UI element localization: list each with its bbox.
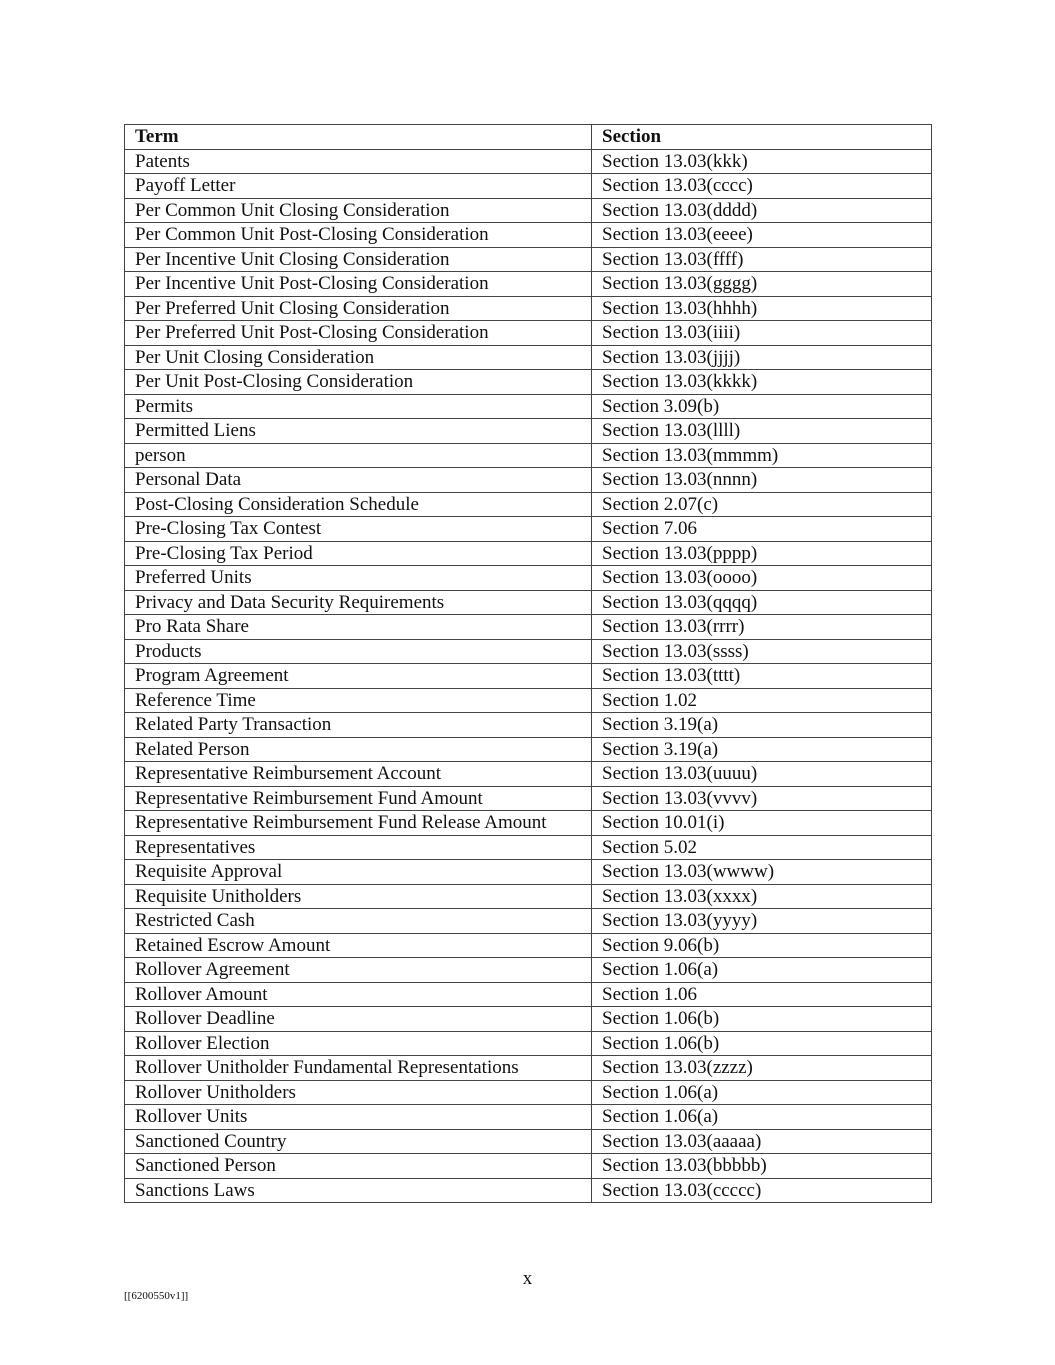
header-row	[125, 125, 932, 150]
term-cell: Per Unit Closing Consideration	[125, 345, 592, 370]
table-row	[125, 1031, 932, 1056]
term-cell: Per Common Unit Post-Closing Consideration	[125, 223, 592, 248]
section-cell: Section 13.03(mmmm)	[592, 443, 932, 468]
table-row	[125, 1080, 932, 1105]
term-cell: Rollover Unitholder Fundamental Representations	[125, 1056, 592, 1081]
term-cell: Requisite Unitholders	[125, 884, 592, 909]
document-id: [[6200550v1]]	[124, 1290, 189, 1302]
table-row	[125, 639, 932, 664]
table-row	[125, 468, 932, 493]
term-cell: Sanctions Laws	[125, 1178, 592, 1203]
term-cell: Rollover Units	[125, 1105, 592, 1130]
section-cell: Section 1.02	[592, 688, 932, 713]
table-row	[125, 149, 932, 174]
table-body	[125, 149, 932, 1203]
section-cell: Section 13.03(wwww)	[592, 860, 932, 885]
column-header-section: Section	[592, 125, 932, 150]
table-row	[125, 664, 932, 689]
section-cell: Section 2.07(c)	[592, 492, 932, 517]
table-row	[125, 419, 932, 444]
section-cell: Section 13.03(pppp)	[592, 541, 932, 566]
term-cell: Rollover Agreement	[125, 958, 592, 983]
term-cell: Per Unit Post-Closing Consideration	[125, 370, 592, 395]
term-cell: Program Agreement	[125, 664, 592, 689]
term-cell: Rollover Amount	[125, 982, 592, 1007]
term-cell: Pre-Closing Tax Period	[125, 541, 592, 566]
table-row	[125, 541, 932, 566]
section-cell: Section 13.03(bbbbb)	[592, 1154, 932, 1179]
table-row	[125, 688, 932, 713]
section-cell: Section 5.02	[592, 835, 932, 860]
table-row	[125, 737, 932, 762]
term-cell: Related Person	[125, 737, 592, 762]
section-cell: Section 1.06(a)	[592, 1080, 932, 1105]
term-cell: Representative Reimbursement Account	[125, 762, 592, 787]
section-cell: Section 13.03(uuuu)	[592, 762, 932, 787]
term-cell: Rollover Deadline	[125, 1007, 592, 1032]
table-row	[125, 713, 932, 738]
term-cell: Reference Time	[125, 688, 592, 713]
section-cell: Section 3.19(a)	[592, 713, 932, 738]
term-cell: Representative Reimbursement Fund Amount	[125, 786, 592, 811]
table-row	[125, 909, 932, 934]
term-cell: Retained Escrow Amount	[125, 933, 592, 958]
section-cell: Section 13.03(qqqq)	[592, 590, 932, 615]
term-cell: Per Incentive Unit Post-Closing Consideration	[125, 272, 592, 297]
term-cell: Personal Data	[125, 468, 592, 493]
table-row	[125, 933, 932, 958]
term-cell: person	[125, 443, 592, 468]
term-cell: Permitted Liens	[125, 419, 592, 444]
table-row	[125, 517, 932, 542]
section-cell: Section 10.01(i)	[592, 811, 932, 836]
section-cell: Section 1.06(a)	[592, 958, 932, 983]
section-cell: Section 3.09(b)	[592, 394, 932, 419]
table-row	[125, 321, 932, 346]
table-row	[125, 835, 932, 860]
section-cell: Section 13.03(llll)	[592, 419, 932, 444]
term-cell: Restricted Cash	[125, 909, 592, 934]
section-cell: Section 13.03(eeee)	[592, 223, 932, 248]
term-cell: Rollover Unitholders	[125, 1080, 592, 1105]
term-cell: Per Preferred Unit Closing Consideration	[125, 296, 592, 321]
table-row	[125, 762, 932, 787]
section-cell: Section 13.03(hhhh)	[592, 296, 932, 321]
table-row	[125, 566, 932, 591]
table-header	[125, 125, 932, 150]
section-cell: Section 7.06	[592, 517, 932, 542]
section-cell: Section 13.03(kkkk)	[592, 370, 932, 395]
term-cell: Post-Closing Consideration Schedule	[125, 492, 592, 517]
table-row	[125, 811, 932, 836]
section-cell: Section 13.03(ffff)	[592, 247, 932, 272]
table-row	[125, 590, 932, 615]
section-cell: Section 13.03(aaaaa)	[592, 1129, 932, 1154]
page-number: x	[522, 1268, 533, 1289]
term-cell: Rollover Election	[125, 1031, 592, 1056]
table-row	[125, 1105, 932, 1130]
section-cell: Section 1.06(b)	[592, 1031, 932, 1056]
term-cell: Sanctioned Country	[125, 1129, 592, 1154]
section-cell: Section 13.03(vvvv)	[592, 786, 932, 811]
section-cell: Section 1.06	[592, 982, 932, 1007]
definitions-table	[124, 124, 932, 1203]
section-cell: Section 13.03(cccc)	[592, 174, 932, 199]
section-cell: Section 13.03(dddd)	[592, 198, 932, 223]
table-row	[125, 1129, 932, 1154]
term-cell: Preferred Units	[125, 566, 592, 591]
section-cell: Section 13.03(jjjj)	[592, 345, 932, 370]
section-cell: Section 13.03(yyyy)	[592, 909, 932, 934]
term-cell: Pre-Closing Tax Contest	[125, 517, 592, 542]
term-cell: Patents	[125, 149, 592, 174]
term-cell: Per Preferred Unit Post-Closing Consideration	[125, 321, 592, 346]
section-cell: Section 13.03(oooo)	[592, 566, 932, 591]
table-row	[125, 272, 932, 297]
term-cell: Related Party Transaction	[125, 713, 592, 738]
table-row	[125, 786, 932, 811]
section-cell: Section 13.03(gggg)	[592, 272, 932, 297]
table-row	[125, 223, 932, 248]
section-cell: Section 1.06(a)	[592, 1105, 932, 1130]
table-row	[125, 492, 932, 517]
table-row	[125, 615, 932, 640]
table-row	[125, 394, 932, 419]
table-row	[125, 958, 932, 983]
table-row	[125, 443, 932, 468]
section-cell: Section 13.03(ccccc)	[592, 1178, 932, 1203]
table-row	[125, 1178, 932, 1203]
section-cell: Section 13.03(zzzz)	[592, 1056, 932, 1081]
section-cell: Section 13.03(rrrr)	[592, 615, 932, 640]
table-row	[125, 884, 932, 909]
table-row	[125, 370, 932, 395]
section-cell: Section 9.06(b)	[592, 933, 932, 958]
term-cell: Representative Reimbursement Fund Release Amount	[125, 811, 592, 836]
section-cell: Section 13.03(ssss)	[592, 639, 932, 664]
section-cell: Section 13.03(xxxx)	[592, 884, 932, 909]
term-cell: Permits	[125, 394, 592, 419]
column-header-term: Term	[125, 125, 592, 150]
section-cell: Section 3.19(a)	[592, 737, 932, 762]
table-row	[125, 198, 932, 223]
table-row	[125, 296, 932, 321]
term-cell: Products	[125, 639, 592, 664]
table-row	[125, 345, 932, 370]
term-cell: Payoff Letter	[125, 174, 592, 199]
term-cell: Representatives	[125, 835, 592, 860]
term-cell: Per Common Unit Closing Consideration	[125, 198, 592, 223]
section-cell: Section 13.03(nnnn)	[592, 468, 932, 493]
table-row	[125, 1007, 932, 1032]
term-cell: Pro Rata Share	[125, 615, 592, 640]
table-row	[125, 174, 932, 199]
term-cell: Per Incentive Unit Closing Consideration	[125, 247, 592, 272]
table-row	[125, 247, 932, 272]
table-row	[125, 1056, 932, 1081]
section-cell: Section 13.03(tttt)	[592, 664, 932, 689]
section-cell: Section 13.03(iiii)	[592, 321, 932, 346]
term-cell: Privacy and Data Security Requirements	[125, 590, 592, 615]
term-cell: Requisite Approval	[125, 860, 592, 885]
table-row	[125, 860, 932, 885]
table-row	[125, 1154, 932, 1179]
section-cell: Section 1.06(b)	[592, 1007, 932, 1032]
section-cell: Section 13.03(kkk)	[592, 149, 932, 174]
term-cell: Sanctioned Person	[125, 1154, 592, 1179]
table-row	[125, 982, 932, 1007]
